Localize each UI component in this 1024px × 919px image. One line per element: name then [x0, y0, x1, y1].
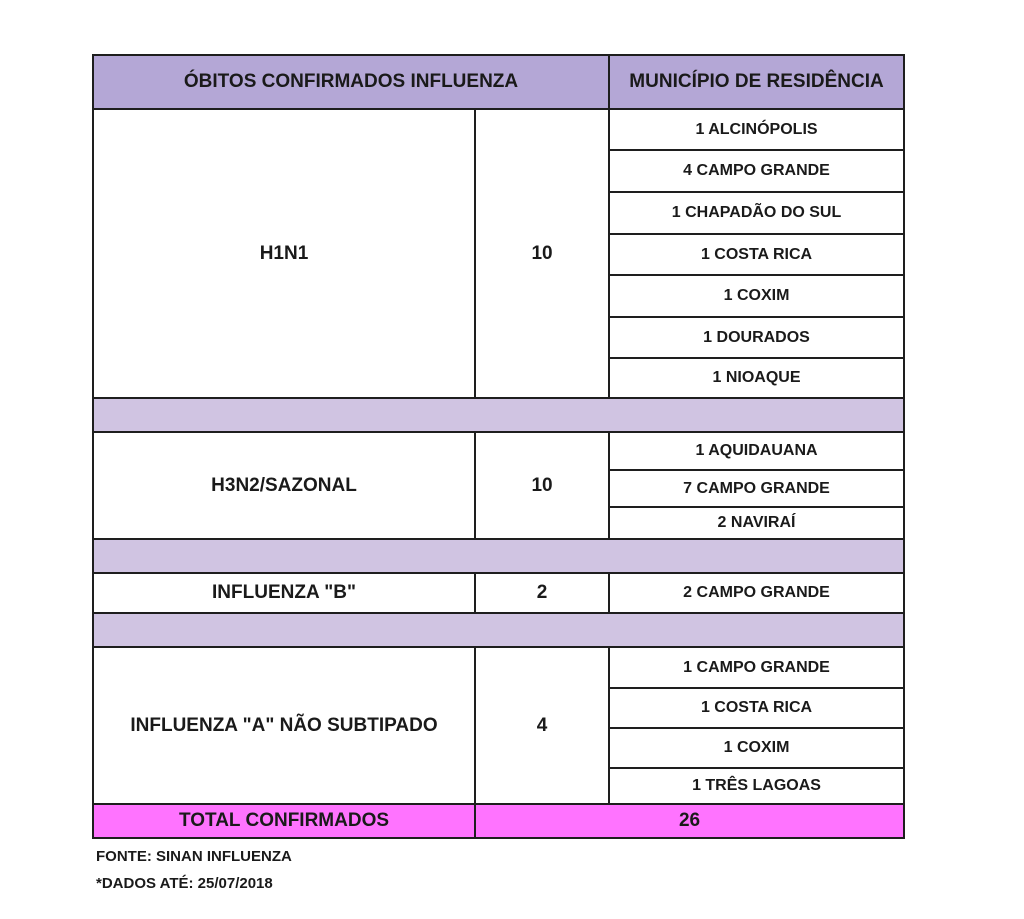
group-name-h3n2: H3N2/SAZONAL	[93, 432, 475, 539]
group-count-h3n2: 10	[475, 432, 609, 539]
city-cell: 1 TRÊS LAGOAS	[609, 768, 904, 804]
group-name-h1n1: H1N1	[93, 109, 475, 398]
city-cell: 1 DOURADOS	[609, 317, 904, 358]
city-cell: 1 COXIM	[609, 275, 904, 317]
table-row	[93, 109, 904, 150]
total-row	[93, 804, 904, 838]
city-cell: 2 NAVIRAÍ	[609, 507, 904, 539]
table-row	[93, 432, 904, 470]
city-cell: 7 CAMPO GRANDE	[609, 470, 904, 507]
separator-band	[93, 398, 904, 432]
group-name-influenza-b: INFLUENZA "B"	[93, 573, 475, 613]
separator-row	[93, 398, 904, 432]
city-cell: 1 NIOAQUE	[609, 358, 904, 398]
city-cell: 1 COSTA RICA	[609, 234, 904, 275]
total-label: TOTAL CONFIRMADOS	[93, 804, 475, 838]
city-cell: 1 COSTA RICA	[609, 688, 904, 728]
header-row	[93, 55, 904, 109]
city-cell: 4 CAMPO GRANDE	[609, 150, 904, 192]
date-note: *DADOS ATÉ: 25/07/2018	[96, 875, 273, 892]
header-municipality: MUNICÍPIO DE RESIDÊNCIA	[609, 55, 904, 109]
influenza-deaths-table	[92, 54, 905, 839]
city-cell: 2 CAMPO GRANDE	[609, 573, 904, 613]
header-confirmed-deaths: ÓBITOS CONFIRMADOS INFLUENZA	[93, 55, 609, 109]
footnotes	[96, 843, 292, 897]
source-note: FONTE: SINAN INFLUENZA	[96, 848, 292, 865]
city-cell: 1 AQUIDAUANA	[609, 432, 904, 470]
separator-band	[93, 613, 904, 647]
city-cell: 1 CAMPO GRANDE	[609, 647, 904, 688]
city-cell: 1 CHAPADÃO DO SUL	[609, 192, 904, 234]
group-count-influenza-b: 2	[475, 573, 609, 613]
separator-row	[93, 613, 904, 647]
city-cell: 1 ALCINÓPOLIS	[609, 109, 904, 150]
separator-band	[93, 539, 904, 573]
separator-row	[93, 539, 904, 573]
table-row	[93, 647, 904, 688]
table-row	[93, 573, 904, 613]
group-count-influenza-a: 4	[475, 647, 609, 804]
group-count-h1n1: 10	[475, 109, 609, 398]
total-value: 26	[475, 804, 904, 838]
group-name-influenza-a: INFLUENZA "A" NÃO SUBTIPADO	[93, 647, 475, 804]
city-cell: 1 COXIM	[609, 728, 904, 768]
